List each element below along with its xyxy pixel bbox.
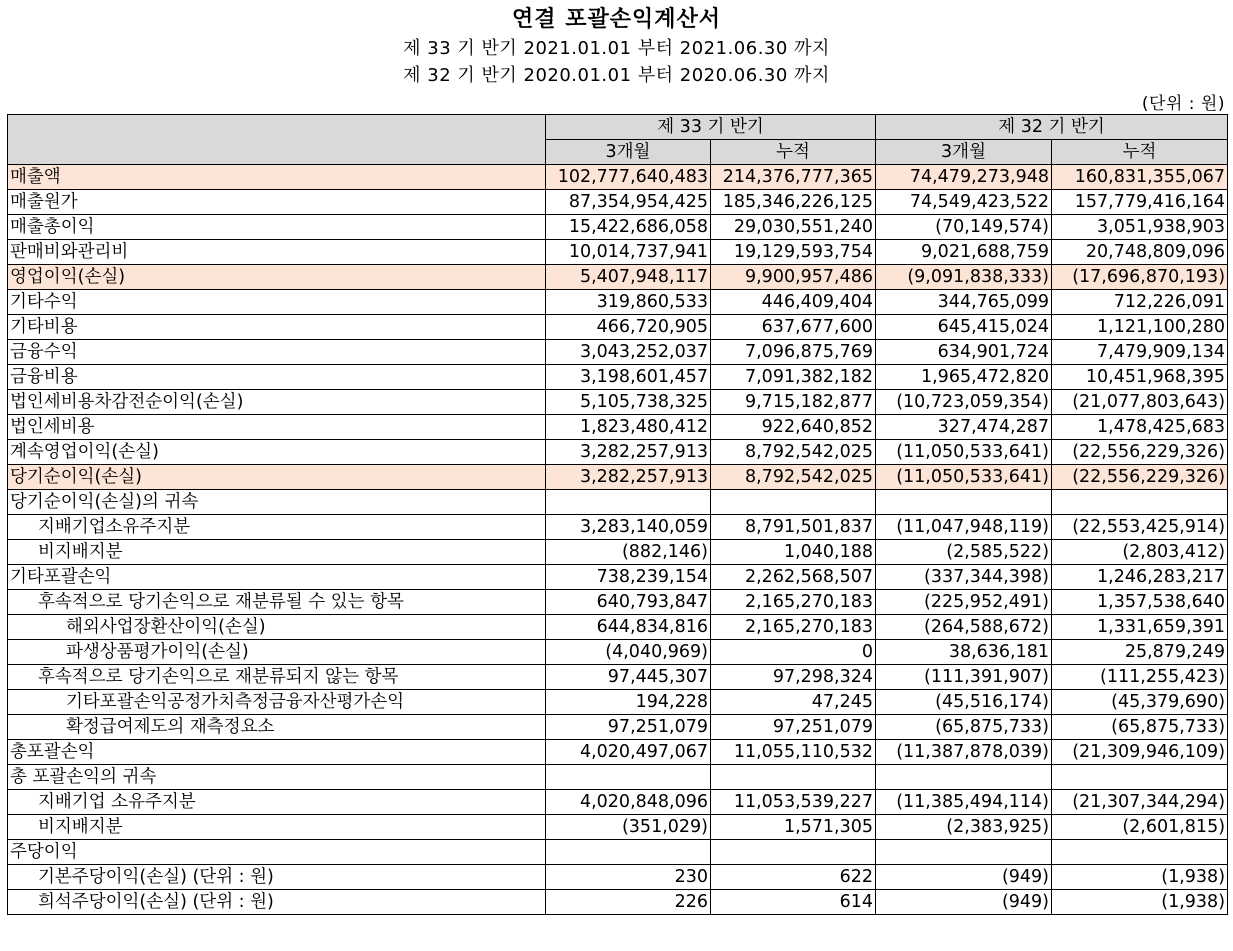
header-group-prior: 제 32 기 반기 bbox=[876, 115, 1228, 140]
table-row bbox=[8, 215, 1228, 240]
row-label: 기타포괄손익공정가치측정금융자산평가손익 bbox=[8, 690, 546, 715]
row-label: 지배기업소유주지분 bbox=[8, 515, 546, 540]
table-row bbox=[8, 590, 1228, 615]
row-label: 비지배지분 bbox=[8, 540, 546, 565]
value-current-3m: (351,029) bbox=[546, 815, 711, 840]
row-label: 법인세비용 bbox=[8, 415, 546, 440]
row-label: 금융수익 bbox=[8, 340, 546, 365]
row-label: 기타수익 bbox=[8, 290, 546, 315]
value-current-3m: 1,823,480,412 bbox=[546, 415, 711, 440]
value-prior-3m: (65,875,733) bbox=[876, 715, 1052, 740]
value-prior-cumulative: (45,379,690) bbox=[1052, 690, 1228, 715]
value-prior-3m: (337,344,398) bbox=[876, 565, 1052, 590]
value-current-cumulative: 922,640,852 bbox=[711, 415, 876, 440]
value-current-3m: 4,020,497,067 bbox=[546, 740, 711, 765]
value-current-3m: 319,860,533 bbox=[546, 290, 711, 315]
value-prior-cumulative: 20,748,809,096 bbox=[1052, 240, 1228, 265]
income-statement-table bbox=[7, 114, 1228, 915]
value-current-cumulative: 29,030,551,240 bbox=[711, 215, 876, 240]
value-prior-3m: (45,516,174) bbox=[876, 690, 1052, 715]
row-label: 기타비용 bbox=[8, 315, 546, 340]
value-prior-cumulative: 1,246,283,217 bbox=[1052, 565, 1228, 590]
table-row bbox=[8, 415, 1228, 440]
row-label: 법인세비용차감전순이익(손실) bbox=[8, 390, 546, 415]
value-current-cumulative: 7,091,382,182 bbox=[711, 365, 876, 390]
value-current-cumulative: 637,677,600 bbox=[711, 315, 876, 340]
value-prior-3m: (11,050,533,641) bbox=[876, 465, 1052, 490]
value-prior-cumulative: (22,553,425,914) bbox=[1052, 515, 1228, 540]
value-prior-3m: 1,965,472,820 bbox=[876, 365, 1052, 390]
value-current-cumulative: 185,346,226,125 bbox=[711, 190, 876, 215]
table-row bbox=[8, 690, 1228, 715]
value-current-3m: 10,014,737,941 bbox=[546, 240, 711, 265]
value-prior-cumulative: 157,779,416,164 bbox=[1052, 190, 1228, 215]
value-current-cumulative: 622 bbox=[711, 865, 876, 890]
value-current-cumulative bbox=[711, 765, 876, 790]
table-row bbox=[8, 165, 1228, 190]
value-current-cumulative: 9,715,182,877 bbox=[711, 390, 876, 415]
table-row bbox=[8, 865, 1228, 890]
table-row bbox=[8, 290, 1228, 315]
value-current-3m: 466,720,905 bbox=[546, 315, 711, 340]
value-prior-3m: (225,952,491) bbox=[876, 590, 1052, 615]
value-prior-cumulative: (1,938) bbox=[1052, 865, 1228, 890]
value-current-3m: 97,251,079 bbox=[546, 715, 711, 740]
value-prior-cumulative: 712,226,091 bbox=[1052, 290, 1228, 315]
value-prior-3m: (2,585,522) bbox=[876, 540, 1052, 565]
value-current-cumulative: 97,298,324 bbox=[711, 665, 876, 690]
value-current-cumulative: 214,376,777,365 bbox=[711, 165, 876, 190]
value-prior-cumulative: (21,077,803,643) bbox=[1052, 390, 1228, 415]
value-prior-3m: (11,385,494,114) bbox=[876, 790, 1052, 815]
value-prior-3m: (2,383,925) bbox=[876, 815, 1052, 840]
value-prior-cumulative: 10,451,968,395 bbox=[1052, 365, 1228, 390]
value-current-cumulative: 8,792,542,025 bbox=[711, 440, 876, 465]
table-row bbox=[8, 440, 1228, 465]
value-prior-cumulative: 1,331,659,391 bbox=[1052, 615, 1228, 640]
value-prior-cumulative: (21,307,344,294) bbox=[1052, 790, 1228, 815]
row-label: 금융비용 bbox=[8, 365, 546, 390]
row-label: 희석주당이익(손실) (단위 : 원) bbox=[8, 890, 546, 915]
value-prior-cumulative: (65,875,733) bbox=[1052, 715, 1228, 740]
value-prior-3m: 645,415,024 bbox=[876, 315, 1052, 340]
header-blank-cell bbox=[8, 115, 546, 165]
unit-label: (단위 : 원) bbox=[1141, 94, 1225, 114]
value-current-cumulative: 2,165,270,183 bbox=[711, 590, 876, 615]
value-prior-3m: (10,723,059,354) bbox=[876, 390, 1052, 415]
row-label: 영업이익(손실) bbox=[8, 265, 546, 290]
header-group-current: 제 33 기 반기 bbox=[546, 115, 876, 140]
value-prior-cumulative: 1,478,425,683 bbox=[1052, 415, 1228, 440]
value-current-3m bbox=[546, 840, 711, 865]
table-row bbox=[8, 490, 1228, 515]
value-prior-3m bbox=[876, 765, 1052, 790]
header-current-cumulative: 누적 bbox=[711, 140, 876, 165]
value-prior-3m bbox=[876, 840, 1052, 865]
table-row bbox=[8, 240, 1228, 265]
row-label: 후속적으로 당기손익으로 재분류될 수 있는 항목 bbox=[8, 590, 546, 615]
table-row bbox=[8, 615, 1228, 640]
value-prior-3m: 74,549,423,522 bbox=[876, 190, 1052, 215]
value-prior-cumulative: (2,803,412) bbox=[1052, 540, 1228, 565]
value-prior-cumulative bbox=[1052, 840, 1228, 865]
value-current-cumulative: 7,096,875,769 bbox=[711, 340, 876, 365]
value-prior-cumulative: 7,479,909,134 bbox=[1052, 340, 1228, 365]
value-current-3m: (882,146) bbox=[546, 540, 711, 565]
table-row bbox=[8, 840, 1228, 865]
value-prior-cumulative: (21,309,946,109) bbox=[1052, 740, 1228, 765]
row-label: 주당이익 bbox=[8, 840, 546, 865]
row-label: 총 포괄손익의 귀속 bbox=[8, 765, 546, 790]
table-row bbox=[8, 390, 1228, 415]
row-label: 지배기업 소유주지분 bbox=[8, 790, 546, 815]
value-current-cumulative: 47,245 bbox=[711, 690, 876, 715]
value-prior-cumulative: 1,121,100,280 bbox=[1052, 315, 1228, 340]
statement-title: 연결 포괄손익계산서 bbox=[512, 7, 721, 32]
row-label: 매출총이익 bbox=[8, 215, 546, 240]
value-prior-3m: 344,765,099 bbox=[876, 290, 1052, 315]
table-row bbox=[8, 540, 1228, 565]
value-prior-cumulative: (17,696,870,193) bbox=[1052, 265, 1228, 290]
value-current-3m: 3,282,257,913 bbox=[546, 440, 711, 465]
table-row bbox=[8, 515, 1228, 540]
value-prior-3m: 38,636,181 bbox=[876, 640, 1052, 665]
value-current-cumulative: 1,040,188 bbox=[711, 540, 876, 565]
value-prior-3m: (949) bbox=[876, 865, 1052, 890]
table-row bbox=[8, 315, 1228, 340]
value-current-3m: 738,239,154 bbox=[546, 565, 711, 590]
period-prior: 제 32 기 반기 2020.01.01 부터 2020.06.30 까지 bbox=[403, 65, 830, 86]
row-label: 확정급여제도의 재측정요소 bbox=[8, 715, 546, 740]
header-prior-cumulative: 누적 bbox=[1052, 140, 1228, 165]
value-current-cumulative: 8,791,501,837 bbox=[711, 515, 876, 540]
value-current-cumulative: 11,053,539,227 bbox=[711, 790, 876, 815]
table-row bbox=[8, 740, 1228, 765]
value-current-cumulative: 2,165,270,183 bbox=[711, 615, 876, 640]
value-prior-3m: (11,047,948,119) bbox=[876, 515, 1052, 540]
table-row bbox=[8, 640, 1228, 665]
value-prior-cumulative: 3,051,938,903 bbox=[1052, 215, 1228, 240]
value-prior-cumulative bbox=[1052, 490, 1228, 515]
value-current-3m: 5,105,738,325 bbox=[546, 390, 711, 415]
value-prior-3m: (11,050,533,641) bbox=[876, 440, 1052, 465]
row-label: 기타포괄손익 bbox=[8, 565, 546, 590]
value-current-cumulative: 0 bbox=[711, 640, 876, 665]
value-current-3m bbox=[546, 490, 711, 515]
value-prior-3m: 74,479,273,948 bbox=[876, 165, 1052, 190]
value-current-3m: 226 bbox=[546, 890, 711, 915]
table-row bbox=[8, 890, 1228, 915]
value-current-3m: 4,020,848,096 bbox=[546, 790, 711, 815]
table-row bbox=[8, 265, 1228, 290]
table-row bbox=[8, 365, 1228, 390]
value-current-cumulative bbox=[711, 490, 876, 515]
period-current: 제 33 기 반기 2021.01.01 부터 2021.06.30 까지 bbox=[403, 38, 830, 59]
row-label: 해외사업장환산이익(손실) bbox=[8, 615, 546, 640]
value-prior-cumulative: 160,831,355,067 bbox=[1052, 165, 1228, 190]
value-prior-cumulative: (2,601,815) bbox=[1052, 815, 1228, 840]
value-current-3m: 3,283,140,059 bbox=[546, 515, 711, 540]
value-current-cumulative bbox=[711, 840, 876, 865]
row-label: 파생상품평가이익(손실) bbox=[8, 640, 546, 665]
value-current-cumulative: 19,129,593,754 bbox=[711, 240, 876, 265]
table-row bbox=[8, 565, 1228, 590]
value-prior-3m: 634,901,724 bbox=[876, 340, 1052, 365]
value-prior-3m: (264,588,672) bbox=[876, 615, 1052, 640]
value-prior-3m bbox=[876, 490, 1052, 515]
table-row bbox=[8, 815, 1228, 840]
value-prior-3m: (11,387,878,039) bbox=[876, 740, 1052, 765]
value-current-3m: 230 bbox=[546, 865, 711, 890]
row-label: 비지배지분 bbox=[8, 815, 546, 840]
value-current-3m: 87,354,954,425 bbox=[546, 190, 711, 215]
value-prior-3m: (70,149,574) bbox=[876, 215, 1052, 240]
value-current-3m bbox=[546, 765, 711, 790]
row-label: 계속영업이익(손실) bbox=[8, 440, 546, 465]
row-label: 당기순이익(손실) bbox=[8, 465, 546, 490]
value-prior-cumulative bbox=[1052, 765, 1228, 790]
value-current-3m: 3,198,601,457 bbox=[546, 365, 711, 390]
row-label: 총포괄손익 bbox=[8, 740, 546, 765]
row-label: 기본주당이익(손실) (단위 : 원) bbox=[8, 865, 546, 890]
value-prior-3m: 9,021,688,759 bbox=[876, 240, 1052, 265]
value-current-cumulative: 8,792,542,025 bbox=[711, 465, 876, 490]
value-current-cumulative: 1,571,305 bbox=[711, 815, 876, 840]
value-prior-cumulative: (22,556,229,326) bbox=[1052, 440, 1228, 465]
value-current-3m: 3,043,252,037 bbox=[546, 340, 711, 365]
value-current-3m: 194,228 bbox=[546, 690, 711, 715]
value-prior-cumulative: (1,938) bbox=[1052, 890, 1228, 915]
header-row-groups bbox=[8, 115, 1228, 140]
value-current-3m: 3,282,257,913 bbox=[546, 465, 711, 490]
value-prior-cumulative: (22,556,229,326) bbox=[1052, 465, 1228, 490]
value-prior-3m: 327,474,287 bbox=[876, 415, 1052, 440]
table-row bbox=[8, 765, 1228, 790]
value-current-cumulative: 9,900,957,486 bbox=[711, 265, 876, 290]
row-label: 당기순이익(손실)의 귀속 bbox=[8, 490, 546, 515]
value-current-cumulative: 614 bbox=[711, 890, 876, 915]
header-prior-3m: 3개월 bbox=[876, 140, 1052, 165]
value-current-3m: 102,777,640,483 bbox=[546, 165, 711, 190]
row-label: 판매비와관리비 bbox=[8, 240, 546, 265]
value-prior-cumulative: 25,879,249 bbox=[1052, 640, 1228, 665]
value-prior-3m: (9,091,838,333) bbox=[876, 265, 1052, 290]
value-current-cumulative: 446,409,404 bbox=[711, 290, 876, 315]
row-label: 매출액 bbox=[8, 165, 546, 190]
header-current-3m: 3개월 bbox=[546, 140, 711, 165]
value-current-cumulative: 2,262,568,507 bbox=[711, 565, 876, 590]
table-row bbox=[8, 715, 1228, 740]
value-current-cumulative: 97,251,079 bbox=[711, 715, 876, 740]
table-row bbox=[8, 665, 1228, 690]
table-row bbox=[8, 465, 1228, 490]
value-current-3m: 644,834,816 bbox=[546, 615, 711, 640]
value-current-3m: 97,445,307 bbox=[546, 665, 711, 690]
value-current-3m: 640,793,847 bbox=[546, 590, 711, 615]
table-row bbox=[8, 190, 1228, 215]
value-current-3m: (4,040,969) bbox=[546, 640, 711, 665]
value-current-3m: 15,422,686,058 bbox=[546, 215, 711, 240]
value-current-3m: 5,407,948,117 bbox=[546, 265, 711, 290]
table-row bbox=[8, 790, 1228, 815]
value-prior-3m: (949) bbox=[876, 890, 1052, 915]
row-label: 매출원가 bbox=[8, 190, 546, 215]
value-current-cumulative: 11,055,110,532 bbox=[711, 740, 876, 765]
value-prior-cumulative: (111,255,423) bbox=[1052, 665, 1228, 690]
table-row bbox=[8, 340, 1228, 365]
value-prior-cumulative: 1,357,538,640 bbox=[1052, 590, 1228, 615]
value-prior-3m: (111,391,907) bbox=[876, 665, 1052, 690]
row-label: 후속적으로 당기손익으로 재분류되지 않는 항목 bbox=[8, 665, 546, 690]
